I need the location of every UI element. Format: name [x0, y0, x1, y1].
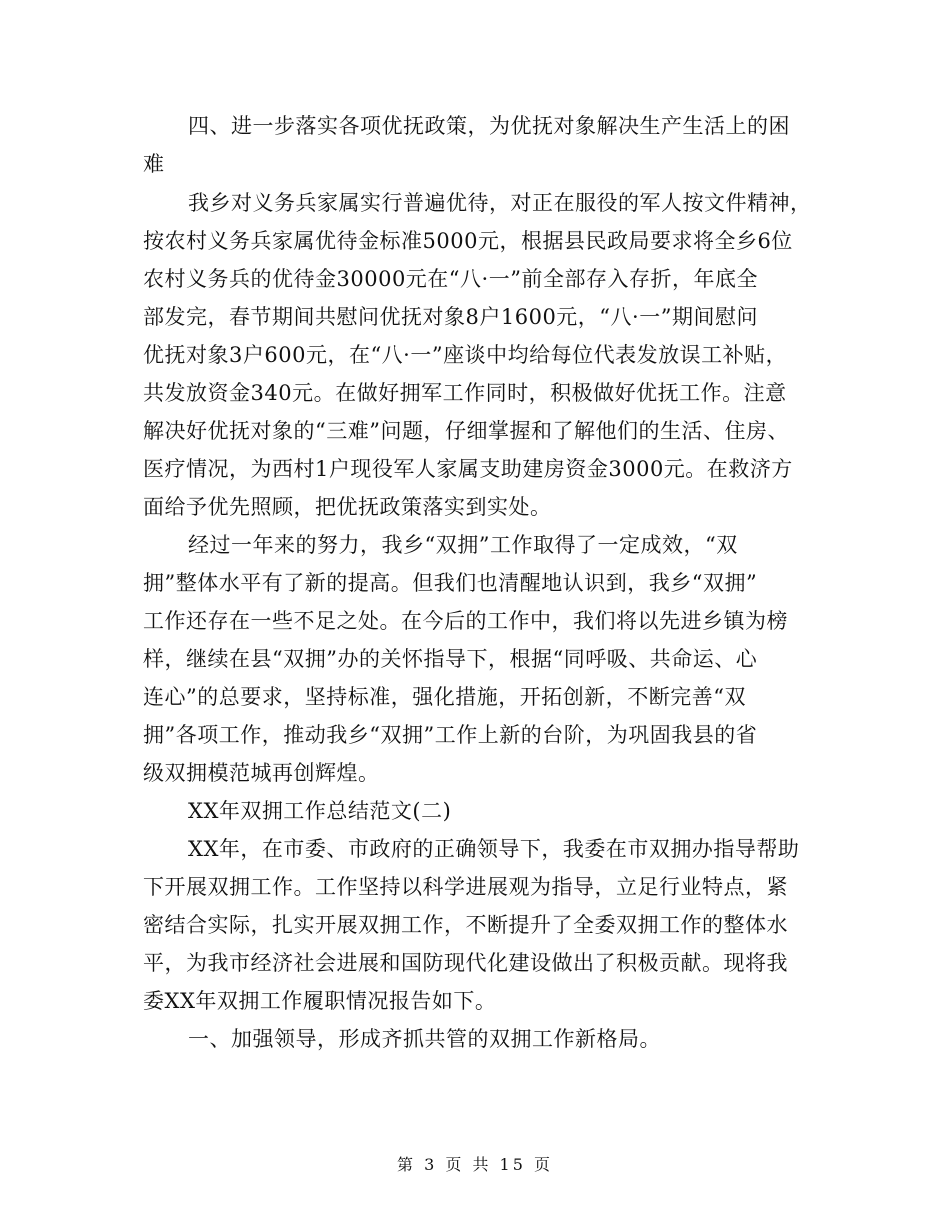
text-line: 样，继续在县“双拥”办的关怀指导下，根据“同呼吸、共命运、心 [143, 647, 758, 671]
text-line: 密结合实际，扎实开展双拥工作，不断提升了全委双拥工作的整体水 [143, 913, 788, 937]
text-line: 优抚对象3户600元，在“八·一”座谈中均给每位代表发放误工补贴， [143, 343, 788, 367]
text-line: 解决好优抚对象的“三难”问题，仔细掌握和了解他们的生活、住房、 [143, 419, 789, 443]
text-line: 拥”各项工作，推动我乡“双拥”工作上新的台阶，为巩固我县的省 [143, 723, 758, 747]
text-line: 下开展双拥工作。工作坚持以科学进展观为指导，立足行业特点，紧 [143, 875, 788, 899]
text-line: 面给予优先照顾，把优抚政策落实到实处。 [143, 495, 552, 519]
text-line: 委XX年双拥工作履职情况报告如下。 [143, 989, 497, 1013]
text-line: 连心”的总要求，坚持标准，强化措施，开拓创新，不断完善“双 [143, 685, 746, 709]
text-line: 拥”整体水平有了新的提高。但我们也清醒地认识到，我乡“双拥” [143, 571, 758, 595]
text-line: 农村义务兵的优待金30000元在“八·一”前全部存入存折，年底全 [143, 267, 758, 291]
article-title: XX年双拥工作总结范文(二) [188, 799, 452, 823]
text-line: 医疗情况，为西村1户现役军人家属支助建房资金3000元。在救济方 [143, 457, 793, 481]
text-line: 级双拥模范城再创辉煌。 [143, 761, 380, 785]
text-line: 共发放资金340元。在做好拥军工作同时，积极做好优抚工作。注意 [143, 381, 787, 405]
text-line: 难 [143, 152, 165, 176]
text-line: 部发完，春节期间共慰问优抚对象8户1600元，“八·一”期间慰问 [143, 305, 758, 329]
text-line: 工作还存在一些不足之处。在今后的工作中，我们将以先进乡镇为榜 [143, 609, 788, 633]
paragraph-start: 我乡对义务兵家属实行普遍优待，对正在服役的军人按文件精神， [188, 191, 812, 215]
page-number-footer: 第 3 页 共 15 页 [397, 1155, 553, 1174]
paragraph-start: XX年，在市委、市政府的正确领导下，我委在市双拥办指导帮助 [188, 837, 800, 861]
paragraph-start: 经过一年来的努力，我乡“双拥”工作取得了一定成效，“双 [188, 533, 738, 557]
text-line: 按农村义务兵家属优待金标准5000元，根据县民政局要求将全乡6位 [143, 229, 793, 253]
text-line: 平，为我市经济社会进展和国防现代化建设做出了积极贡献。现将我 [143, 951, 788, 975]
section-heading-four: 四、进一步落实各项优抚政策，为优抚对象解决生产生活上的困 [188, 114, 790, 138]
section-heading-one: 一、加强领导，形成齐抓共管的双拥工作新格局。 [188, 1027, 661, 1051]
